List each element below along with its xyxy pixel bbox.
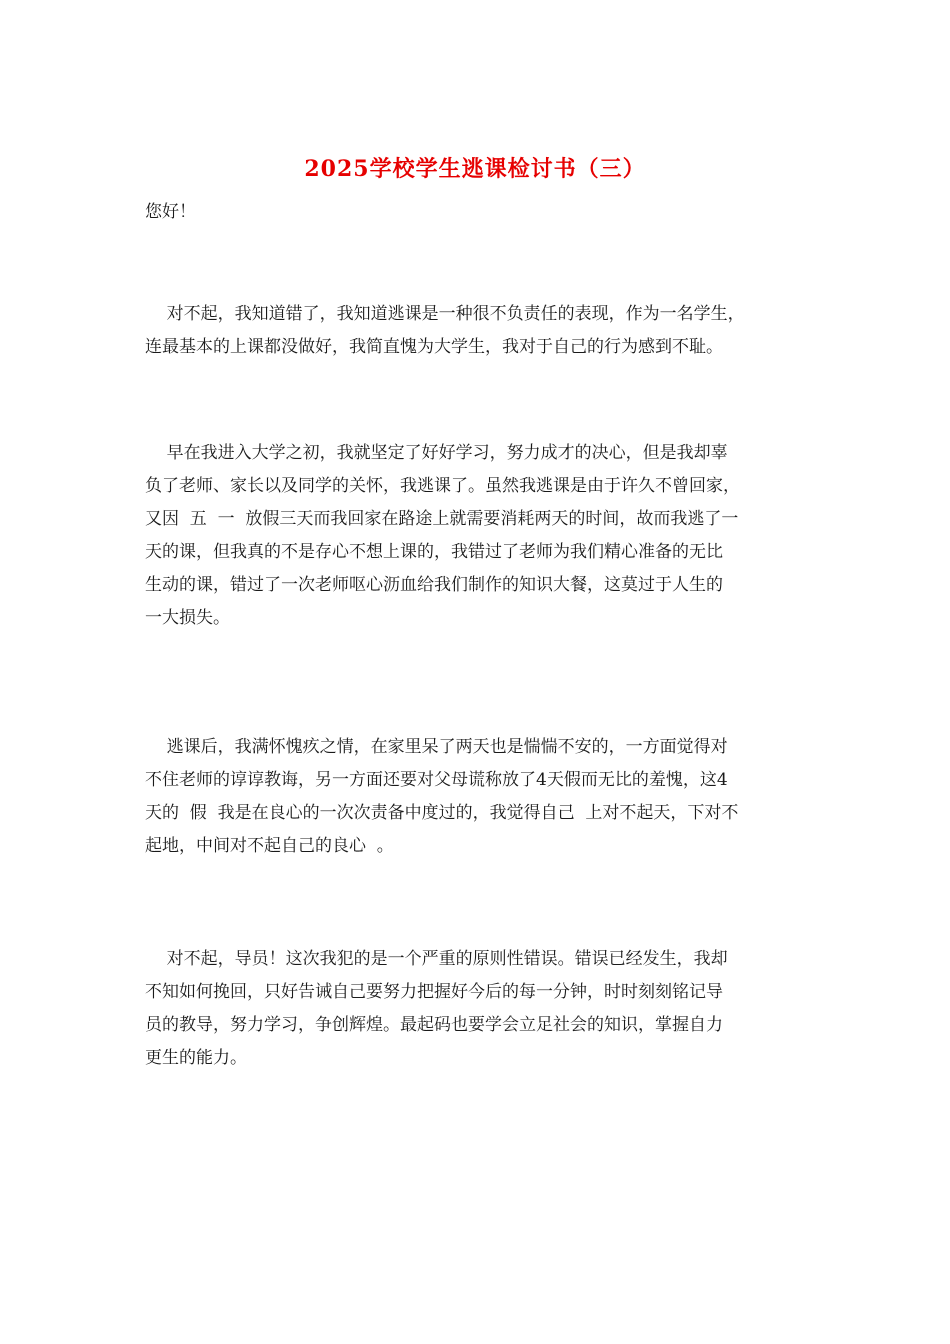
paragraph-line: 连最基本的上课都没做好，我简直愧为大学生，我对于自己的行为感到不耻。 bbox=[145, 337, 723, 357]
paragraph-line: 负了老师、家长以及同学的关怀，我逃课了。虽然我逃课是由于许久不曾回家， bbox=[145, 476, 740, 496]
paragraph-line: 天的课，但我真的不是存心不想上课的，我错过了老师为我们精心准备的无比 bbox=[145, 542, 723, 562]
paragraph-1 bbox=[145, 298, 810, 364]
paragraph-line: 起地，中间对不起自己的良心 。 bbox=[145, 836, 394, 856]
paragraph-line: 更生的能力。 bbox=[145, 1048, 247, 1068]
paragraph-line: 天的 假 我是在良心的一次次责备中度过的，我觉得自己 上对不起天，下对不 bbox=[145, 803, 739, 823]
paragraph-line: 逃课后，我满怀愧疚之情，在家里呆了两天也是惴惴不安的，一方面觉得对 bbox=[145, 737, 728, 757]
paragraph-line: 又因 五 一 放假三天而我回家在路途上就需要消耗两天的时间，故而我逃了一 bbox=[145, 509, 739, 529]
paragraph-2 bbox=[145, 437, 810, 635]
paragraph-line: 员的教导，努力学习，争创辉煌。最起码也要学会立足社会的知识，掌握自力 bbox=[145, 1015, 723, 1035]
greeting: 您好！ bbox=[145, 202, 196, 222]
paragraph-line: 不知如何挽回，只好告诫自己要努力把握好今后的每一分钟，时时刻刻铭记导 bbox=[145, 982, 723, 1002]
document-title: 2025学校学生逃课检讨书（三） bbox=[304, 156, 646, 182]
paragraph-4 bbox=[145, 943, 810, 1075]
paragraph-line: 一大损失。 bbox=[145, 608, 230, 628]
paragraph-line: 生动的课，错过了一次老师呕心沥血给我们制作的知识大餐，这莫过于人生的 bbox=[145, 575, 723, 595]
paragraph-3 bbox=[145, 731, 810, 863]
paragraph-line: 对不起，我知道错了，我知道逃课是一种很不负责任的表现，作为一名学生， bbox=[145, 304, 745, 324]
paragraph-line: 不住老师的谆谆教诲，另一方面还要对父母谎称放了4天假而无比的羞愧，这4 bbox=[145, 770, 728, 790]
paragraph-line: 对不起，导员！这次我犯的是一个严重的原则性错误。错误已经发生，我却 bbox=[145, 949, 728, 969]
paragraph-line: 早在我进入大学之初，我就坚定了好好学习，努力成才的决心，但是我却辜 bbox=[145, 443, 728, 463]
